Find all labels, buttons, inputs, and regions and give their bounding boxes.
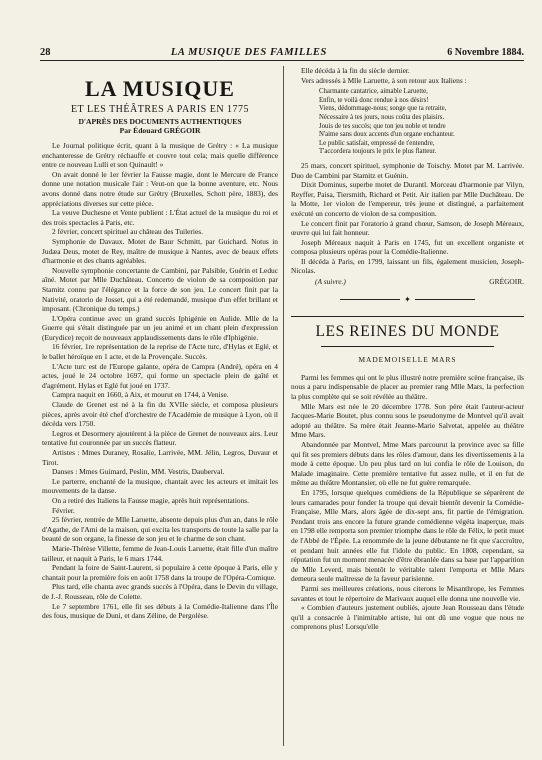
paragraph: 25 mars, concert spirituel, symphonie de Toischy. Motet par M. Larrivée. Duo de Cambini par Stamitz et Guénin. xyxy=(291,160,524,180)
paragraph: Nouvelle symphonie concertante de Cambini, par Palsible, Guérin et Leduc aîné. Motet par Mlle Duchâteau. Concerto de violon de sa composition par Stamitz connu par l'élégance et la force de son jeu. Le concert finit par la Nativité, oratorio de Josset, qui a été redemandé, musique d'un effet brillant et imposant. (Chronique du temps.) xyxy=(42,265,278,314)
right-column xyxy=(291,66,524,632)
page-number: 28 xyxy=(40,46,51,58)
paragraph: Parmi ses meilleures créations, nous citerons le Misanthrope, les Femmes savantes et tout le répertoire de Marivaux auquel elle donna une nouvelle vie. xyxy=(291,583,524,603)
paragraph: 25 février, rentrée de Mlle Laruette, absente depuis plus d'un an, dans le rôle d'Agathe, de l'Ami de la maison, qui excita les transports de toute la salle par la beauté de son organe, la finesse de son jeu et le charme de son chant. xyxy=(42,515,278,544)
paragraph: Parmi les femmes qui ont le plus illustré notre première scène française, ils nous a paru indispensable de placer au premier rang Mlle Mars, la perfection la plus complète qui se soit révélée au théâtre. xyxy=(291,372,524,402)
poem-line: N'aime sans doux accents d'un organe enchanteur. xyxy=(319,131,455,139)
paragraph: Symphonie de Davaux. Motet de Baur Schmitt, par Guichard. Notus in Judæa Deus, motet de Rey, maître de musique à Nantes, avec de beaux effets d'harmonie et des chants agréables. xyxy=(42,236,278,266)
paragraph: Campra naquit en 1660, à Aix, et mourut en 1744, à Venise. xyxy=(52,390,229,400)
ornament-line-left xyxy=(340,299,400,300)
paragraph: « Combien d'auteurs justement oubliés, ajoute Jean Rousseau dans l'étude qu'il a consacrée à l'inimitable artiste, lui ont dû une vogue que nous ne comprenons plus! Lorsqu'elle xyxy=(291,603,524,632)
ornament-line-right xyxy=(415,299,475,300)
poem-line: T'accordera toujours le prix le plus flatteur. xyxy=(319,148,437,156)
article-byline: Par Édouard GRÉGOIR xyxy=(119,126,201,135)
ornament-divider xyxy=(291,295,524,305)
paragraph: L'Opéra continue avec un grand succès Iphigénie en Aulide. Mlle de la Guerre qui s'était distinguée par un jeu animé et un chant plein d'expression (Eurydice) reçoit de nouveaux applaudissements dans le rôle d'Iphigénie. xyxy=(42,313,278,342)
ornament-icon: ✦ xyxy=(404,294,411,304)
paragraph: Pendant la foire de Saint-Laurent, si populaire à cette époque à Paris, elle y chantait pour la première fois en août 1758 dans la troupe de l'Opéra-Comique. xyxy=(42,563,278,582)
paragraph: En 1795, lorsque quelques comédiens de la République se séparèrent de leurs camarades pour fonder la troupe qui devait bientôt devenir la Comédie-Française, Mlle Mars, alors âgée de dix-sept ans, fit partie de l'émigration. Pendant trois ans encore la future grande comédienne végéta inaperçue, mais en 1798 elle remporta son premier triomphe dans le rôle de Félix, le petit muet de l'Abbé de l'Épée. La renommée de la jeune débutante ne fit que s'accroître, et pendant huit années elle fut l'idole du public. En 1808, cependant, sa réputation fut un moment menacée d'être ébranlée dans sa base par l'apparition de Mlle Leverd, mais bientôt le véritable talent l'emporta et Mlle Mars demeura seule maîtresse de la faveur parisienne. xyxy=(291,487,524,584)
issue-date: 6 Novembre 1884. xyxy=(447,46,524,58)
paragraph: Abandonnée par Montvel, Mme Mars parcourut la province avec sa fille qui fit ses premiers débuts dans les rôles d'amour, dans les divertissements à la mode à cette époque. Un peu plus tard on lui confia le rôle de Louison, du Malade imaginaire. Cette première tentative fut assez nulle, et il en fut de même au théâtre Montansier, où elle ne fut guère remarquée. xyxy=(291,440,524,488)
paragraph: Danses : Mmes Guimard, Peslin, MM. Vestris, Dauberval. xyxy=(52,467,225,477)
poem-line: Nécessaire à tes jours, nous coûta des plaisirs. xyxy=(319,113,445,121)
poem-line: Le public satisfait, empressé de t'entendre, xyxy=(319,139,435,147)
left-column xyxy=(42,66,278,621)
paragraph: 2 février, concert spirituel au château des Tuileries. xyxy=(52,227,203,237)
poem xyxy=(319,88,524,157)
paragraph: Plus tard, elle chanta avec grands succès à l'Opéra, dans le Devin du village, de J.-J. Rousseau, rôle de Colette. xyxy=(42,582,278,601)
article-title: LA MUSIQUE xyxy=(85,76,235,101)
journal-title: LA MUSIQUE DES FAMILLES xyxy=(170,46,327,58)
column-divider xyxy=(283,66,284,746)
paragraph: Il décéda à Paris, en 1799, laissant un fils, également musicien, Joseph-Nicolas. xyxy=(291,256,524,276)
paragraph: Le 7 septembre 1761, elle fit ses débuts à la Comédie-Italienne dans l'Île des fous, musique de Duni, et dans Zéline, de Pergolèse. xyxy=(42,601,278,621)
paragraph: La veuve Duchesne et Vente publient : L'État actuel de la musique du roi et des trois spectacles à Paris, etc. xyxy=(42,208,278,227)
paragraph: Artistes : Mmes Duraney, Rosalie, Larrivée, MM. Jélin, Legros, Duvaur et Tirot. xyxy=(42,448,278,467)
section-subtitle: MADEMOISELLE MARS xyxy=(358,355,457,365)
paragraph: On a retiré des Italiens la Fausse magie, après huit représentations. xyxy=(52,495,250,505)
section-rule-thin xyxy=(321,346,494,347)
paragraph: Legros et Desormery ajoutèrent à la pièce de Grenet de nouveaux airs. Leur tentative fut couronnée par un succès flatteur. xyxy=(42,428,278,448)
paragraph: Claude de Grenet est né à la fin du XVIIe siècle, et composa plusieurs pièces, après avoir été chef d'orchestre de l'Académie de musique à Lyon, où il décéda vers 1750. xyxy=(42,400,278,429)
poem-line: Enfin, te voilà donc rendue à nos désirs! xyxy=(319,96,429,104)
continuation-line xyxy=(291,277,524,287)
section-rule xyxy=(291,316,524,317)
paragraph: L'Acte turc est de l'Europe galante, opéra de Campra (André), opéra en 4 actes, joué le 24 octobre 1697, qui forme un spectacle plein de gaîté et d'agrément. Hylas et Eglé fut joué en 1737. xyxy=(42,361,278,390)
paragraph: Le parterre, enchanté de la musique, chantait avec les acteurs et imitait les mouvements de la danse. xyxy=(42,476,278,496)
paragraph: Elle décéda à la fin du siècle dernier. xyxy=(301,66,410,75)
paragraph: Joseph Méreaux naquit à Paris en 1745, fut un excellent organiste et composa plusieurs opéras pour la Comédie-Italienne. xyxy=(291,237,524,257)
paragraph: 16 février, 1re représentation de la reprise de l'Acte turc, d'Hylas et Eglé, et le ballet héroïque en 1 acte, et de la Provençale. Succès. xyxy=(42,342,278,362)
poem-line: Jouis de tes succès; que ton jeu noble et tendre xyxy=(319,122,446,130)
header-rule xyxy=(40,60,524,61)
poem-line: Viens, dédommage-nous; songe que ta retraite, xyxy=(319,105,447,113)
paragraph: Vers adressés à Mlle Laruette, à son retour aux Italiens : xyxy=(301,75,467,85)
paragraph: Février. xyxy=(52,505,75,515)
paragraph: Dixit Dominus, superbe motet de Durantl. Morceau d'harmonie par Vilyn, Reyffer, Paisa, Tiersmith, Richard et Petit. Air italien par Mlle Duchâteau. De la Motte, 1er violon de l'empereur, très jeune et distingué, a parfaitement exécuté un concerto de violon de sa composition. xyxy=(291,180,524,218)
paragraph: Mlle Mars est née le 20 décembre 1778. Son père était l'auteur-acteur Jacques-Marie Boutet, plus connu sous le pseudonyme de Montvel qu'il avait adopté au théâtre. Sa mère était Jeanne-Marie Salvetat, appelée au théâtre Mme Mars. xyxy=(291,401,524,440)
to-be-continued: (A suivre.) xyxy=(315,277,346,287)
paragraph: On avait donné le 1er février la Fausse magie, dont le Mercure de France donne une notation musicale l'air : Veut-on que la bonne aventure, etc. Nous avons donné dans notre étude sur Grétry (Bruxelles, Schott père, 1883), des appréciations diverses sur cette pièce. xyxy=(42,169,278,208)
paragraph: Le concert finit par l'oratorio à grand chœur, Samson, de Joseph Méreaux, œuvre qui lui fait honneur. xyxy=(291,218,524,238)
article-subtitle: ET LES THÉÂTRES A PARIS EN 1775 xyxy=(70,104,250,115)
paragraph: Marie-Thérèse Villette, femme de Jean-Louis Laruette, était fille d'un maître tailleur, et naquit à Paris, le 6 mars 1744. xyxy=(42,543,278,563)
page-header xyxy=(40,44,524,60)
paragraph: Le Journal politique écrit, quant à la musique de Grétry : « La musique enchanteresse de Grétry réchauffe et couvre tout cela; mais quelle différence entre ce nouveau Lulli et son Quinault! » xyxy=(42,141,278,170)
section-title: LES REINES DU MONDE xyxy=(315,323,500,341)
author-signature: GRÉGOIR. xyxy=(489,277,524,287)
article-subtitle-2: D'APRÈS DES DOCUMENTS AUTHENTIQUES xyxy=(78,117,242,126)
poem-line: Charmante cantatrice, aimable Laruette, xyxy=(319,88,428,96)
